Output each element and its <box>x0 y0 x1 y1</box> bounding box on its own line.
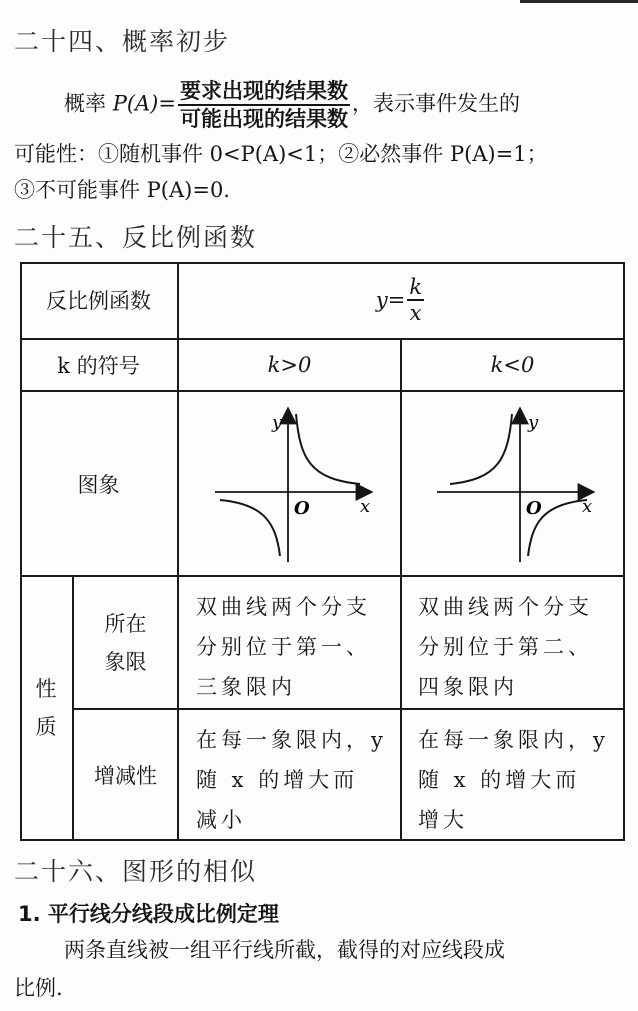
properties-char-1: 性 <box>35 677 57 701</box>
formula-numerator: k <box>409 275 423 299</box>
text-line: 分别位于第二、 <box>418 635 593 659</box>
y-axis-label: y <box>272 412 283 433</box>
row-label-graph: 图象 <box>77 472 120 497</box>
probability-line-3: ③不可能事件 P(A)=0. <box>14 178 230 202</box>
probability-expression: P(A)= <box>112 91 176 116</box>
formula-lhs: y= <box>375 288 406 312</box>
probability-fraction <box>178 78 350 132</box>
text-line: 双曲线两个分支 <box>418 595 593 619</box>
quadrant-label-line-1: 所在 <box>104 611 147 636</box>
text-line: 随 x 的增大而 <box>196 768 359 792</box>
section-25-title: 二十五、反比例函数 <box>14 223 258 252</box>
text-line: 三象限内 <box>196 675 296 699</box>
text-line: 在每一象限内，y <box>196 728 387 752</box>
graph-k-negative <box>432 404 602 564</box>
top-rule <box>520 0 638 3</box>
text-line: 四象限内 <box>418 675 518 699</box>
fraction-denominator: 可能出现的结果数 <box>179 106 348 131</box>
origin-label: O <box>526 498 542 519</box>
row-label-quadrant <box>74 577 177 708</box>
row-label-monotonicity: 增减性 <box>94 763 157 788</box>
inverse-function-table <box>20 262 625 841</box>
probability-definition-line <box>64 78 520 132</box>
section-26-title: 二十六、图形的相似 <box>14 857 258 886</box>
theorem-text-line-2: 比例. <box>14 976 63 1000</box>
section-24-title: 二十四、概率初步 <box>14 27 231 56</box>
theorem-text-line-1: 两条直线被一组平行线所截，截得的对应线段成 <box>64 938 505 962</box>
text-line: 双曲线两个分支 <box>196 595 371 619</box>
y-axis-label: y <box>528 412 539 433</box>
row-label-k-sign: k 的符号 <box>57 354 140 378</box>
probability-prefix: 概率 <box>64 91 113 116</box>
properties-char-2: 质 <box>35 715 57 739</box>
theorem-subtitle: 1. 平行线分线段成比例定理 <box>18 902 279 926</box>
row-label-function: 反比例函数 <box>46 289 151 313</box>
quadrant-negative-text <box>418 577 623 708</box>
x-axis-label: x <box>582 496 593 517</box>
k-negative-header: k<0 <box>490 353 535 377</box>
text-line: 在每一象限内，y <box>418 728 609 752</box>
text-line: 随 x 的增大而 <box>418 768 581 792</box>
probability-suffix: ，表示事件发生的 <box>351 91 520 116</box>
k-positive-header: k>0 <box>267 353 312 377</box>
text-line: 减小 <box>196 808 246 832</box>
function-formula <box>179 262 623 338</box>
text-line: 增大 <box>418 808 468 832</box>
monotonic-negative-text <box>418 710 623 839</box>
formula-fraction <box>407 275 424 325</box>
x-axis-label: x <box>360 496 371 517</box>
quadrant-label-line-2: 象限 <box>104 649 147 674</box>
row-label-properties <box>20 577 72 839</box>
origin-label: O <box>294 498 310 519</box>
formula-denominator: x <box>409 301 422 325</box>
probability-line-2: 可能性：①随机事件 0<P(A)<1；②必然事件 P(A)=1； <box>14 142 548 166</box>
quadrant-positive-text <box>196 577 400 708</box>
monotonic-positive-text <box>196 710 400 839</box>
fraction-numerator: 要求出现的结果数 <box>178 78 350 106</box>
text-line: 分别位于第一、 <box>196 635 371 659</box>
graph-k-positive <box>210 404 380 564</box>
